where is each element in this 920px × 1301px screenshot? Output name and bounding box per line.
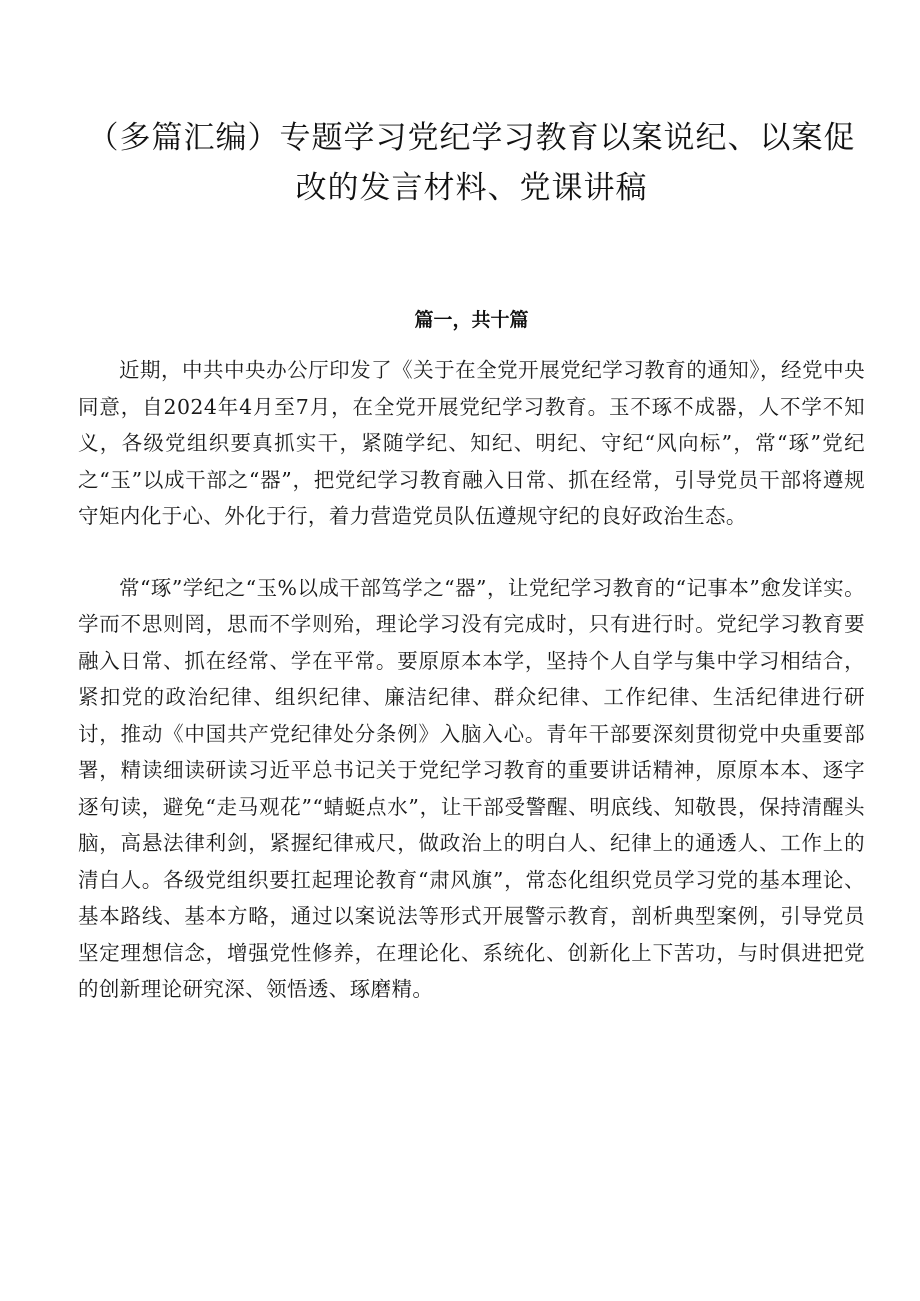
section-heading: 篇一，共十篇: [414, 309, 529, 331]
document-title: （多篇汇编）专题学习党纪学习教育以案说纪、以案促改的发言材料、党课讲稿: [87, 120, 856, 206]
body-paragraph-1: 近期，中共中央办公厅印发了《关于在全党开展党纪学习教育的通知》，经党中央同意，自2024年4月至7月，在全党开展党纪学习教育。玉不琢不成器，人不学不知义，各级党组织要真抓实干，紧随学纪、知纪、明纪、守纪“风向标”，常“琢”党纪之“玉”以成干部之“器”，把党纪学习教育融入日常、抓在经常，引导党员干部将遵规守矩内化于心、外化于行，着力营造党员队伍遵规守纪的良好政治生态。: [78, 358, 865, 528]
body-paragraph-2: 常“琢”学纪之“玉%以成干部笃学之“器”，让党纪学习教育的“记事本”愈发详实。学而不思则罔，思而不学则殆，理论学习没有完成时，只有进行时。党纪学习教育要融入日常、抓在经常、学在平常。要原原本本学，坚持个人自学与集中学习相结合，紧扣党的政治纪律、组织纪律、廉洁纪律、群众纪律、工作纪律、生活纪律进行研讨，推动《中国共产党纪律处分条例》入脑入心。青年干部要深刻贯彻党中央重要部署，精读细读研读习近平总书记关于党纪学习教育的重要讲话精神，原原本本、逐字逐句读，避免“走马观花”“蜻蜓点水”，让干部受警醒、明底线、知敬畏，保持清醒头脑，高悬法律利剑，紧握纪律戒尺，做政治上的明白人、纪律上的通透人、工作上的清白人。各级党组织要扛起理论教育“肃风旗”，常态化组织党员学习党的基本理论、基本路线、基本方略，通过以案说法等形式开展警示教育，剖析典型案例，引导党员坚定理想信念，增强党性修养，在理论化、系统化、创新化上下苦功，与时俱进把党的创新理论研究深、领悟透、琢磨精。: [78, 575, 865, 1001]
